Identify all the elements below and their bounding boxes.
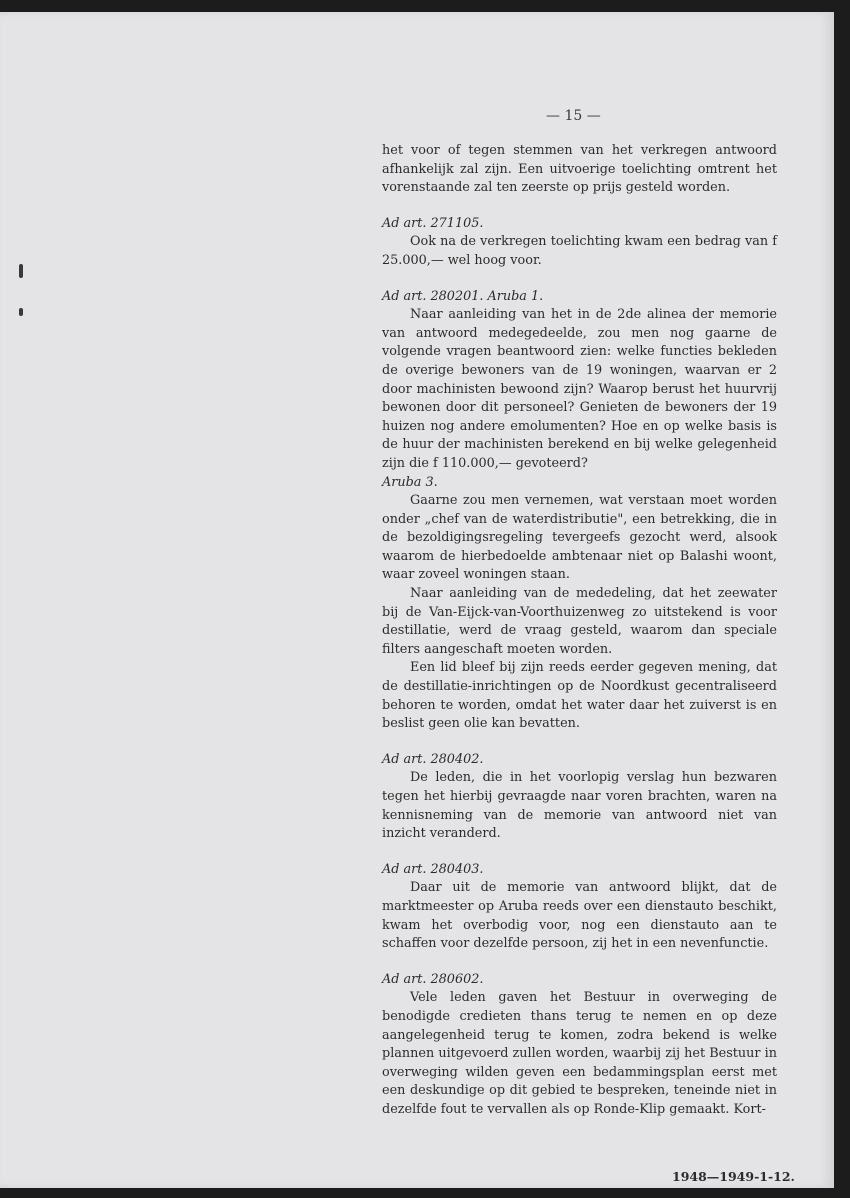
paragraph: Naar aanleiding van het in de 2de alinea der memorie van antwoord medegedeelde, zou men nog gaarne de volgende vragen beantwoord zien: welke functies bekleden de overige bewoners van de 19 woningen, waarvan er 2 door machinisten bewoond zijn? Waarop berust het huurvrij bewonen door dit personeel? Genieten de bewoners der 19 huizen nog andere emolumenten? Hoe en op welke basis is de huur der machinisten berekend en bij welke gelegenheid zijn die f 110.000,— gevoteerd?	[382, 307, 777, 471]
punch-hole-mark	[19, 308, 23, 316]
paragraph: Vele leden gaven het Bestuur in overweging de benodigde credieten thans terug te nemen en op deze aangelegenheid terug te komen, zodra bekend is welke plannen uitgevoerd zullen worden, waarbij zij het Bestuur in overweging wilden geven een bedammingsplan eerst met een deskundige op dit gebied te bespreken, teneinde niet in dezelfde fout te vervallen als op Ronde-Klip gemaakt. Kort-	[382, 990, 777, 1117]
section-heading: Ad art. 271105.	[382, 215, 484, 231]
body-text	[382, 142, 777, 1120]
paragraph: Een lid bleef bij zijn reeds eerder gegeven mening, dat de destillatie-inrichtingen op de Noordkust gecentraliseerd behoren te worden, omdat het water daar het zuiverst is en beslist geen olie kan bevatten.	[382, 660, 777, 732]
paragraph: Ook na de verkregen toelichting kwam een bedrag van f 25.000,— wel hoog voor.	[382, 234, 777, 268]
paragraph: Daar uit de memorie van antwoord blijkt, dat de marktmeester op Aruba reeds over een dienstauto beschikt, kwam het overbodig voor, nog een dienstauto aan te schaffen voor dezelfde persoon, zij het in een nevenfunctie.	[382, 880, 777, 952]
document-page	[0, 12, 834, 1188]
section-heading: Ad art. 280403.	[382, 861, 484, 877]
page-number: — 15 —	[546, 108, 601, 124]
paragraph: Gaarne zou men vernemen, wat verstaan moet worden onder „chef van de waterdistributie", een betrekking, die in de bezoldigingsregeling tevergeefs gezocht werd, alsook waarom de hierbedoelde ambtenaar niet op Balashi woont, waar zoveel woningen staan.	[382, 493, 777, 583]
section-heading: Ad art. 280402.	[382, 751, 484, 767]
paragraph: Naar aanleiding van de mededeling, dat het zeewater bij de Van-Eijck-van-Voorthuizenweg zo uitstekend is voor destillatie, werd de vraag gesteld, waarom dan speciale filters aangeschaft moeten worden.	[382, 586, 777, 657]
section-heading: Ad art. 280602.	[382, 971, 484, 987]
sub-heading: Aruba 3.	[382, 474, 438, 490]
punch-hole-mark	[19, 264, 23, 278]
document-reference: 1948—1949-1-12.	[672, 1169, 795, 1184]
paragraph: De leden, die in het voorlopig verslag hun bezwaren tegen het hierbij gevraagde naar voren brachten, waren na kennisneming van de memorie van antwoord niet van inzicht veranderd.	[382, 770, 777, 842]
paragraph: het voor of tegen stemmen van het verkregen antwoord afhankelijk zal zijn. Een uitvoerige toelichting omtrent het vorenstaande zal ten zeerste op prijs gesteld worden.	[382, 143, 777, 196]
section-heading: Ad art. 280201. Aruba 1.	[382, 288, 544, 304]
